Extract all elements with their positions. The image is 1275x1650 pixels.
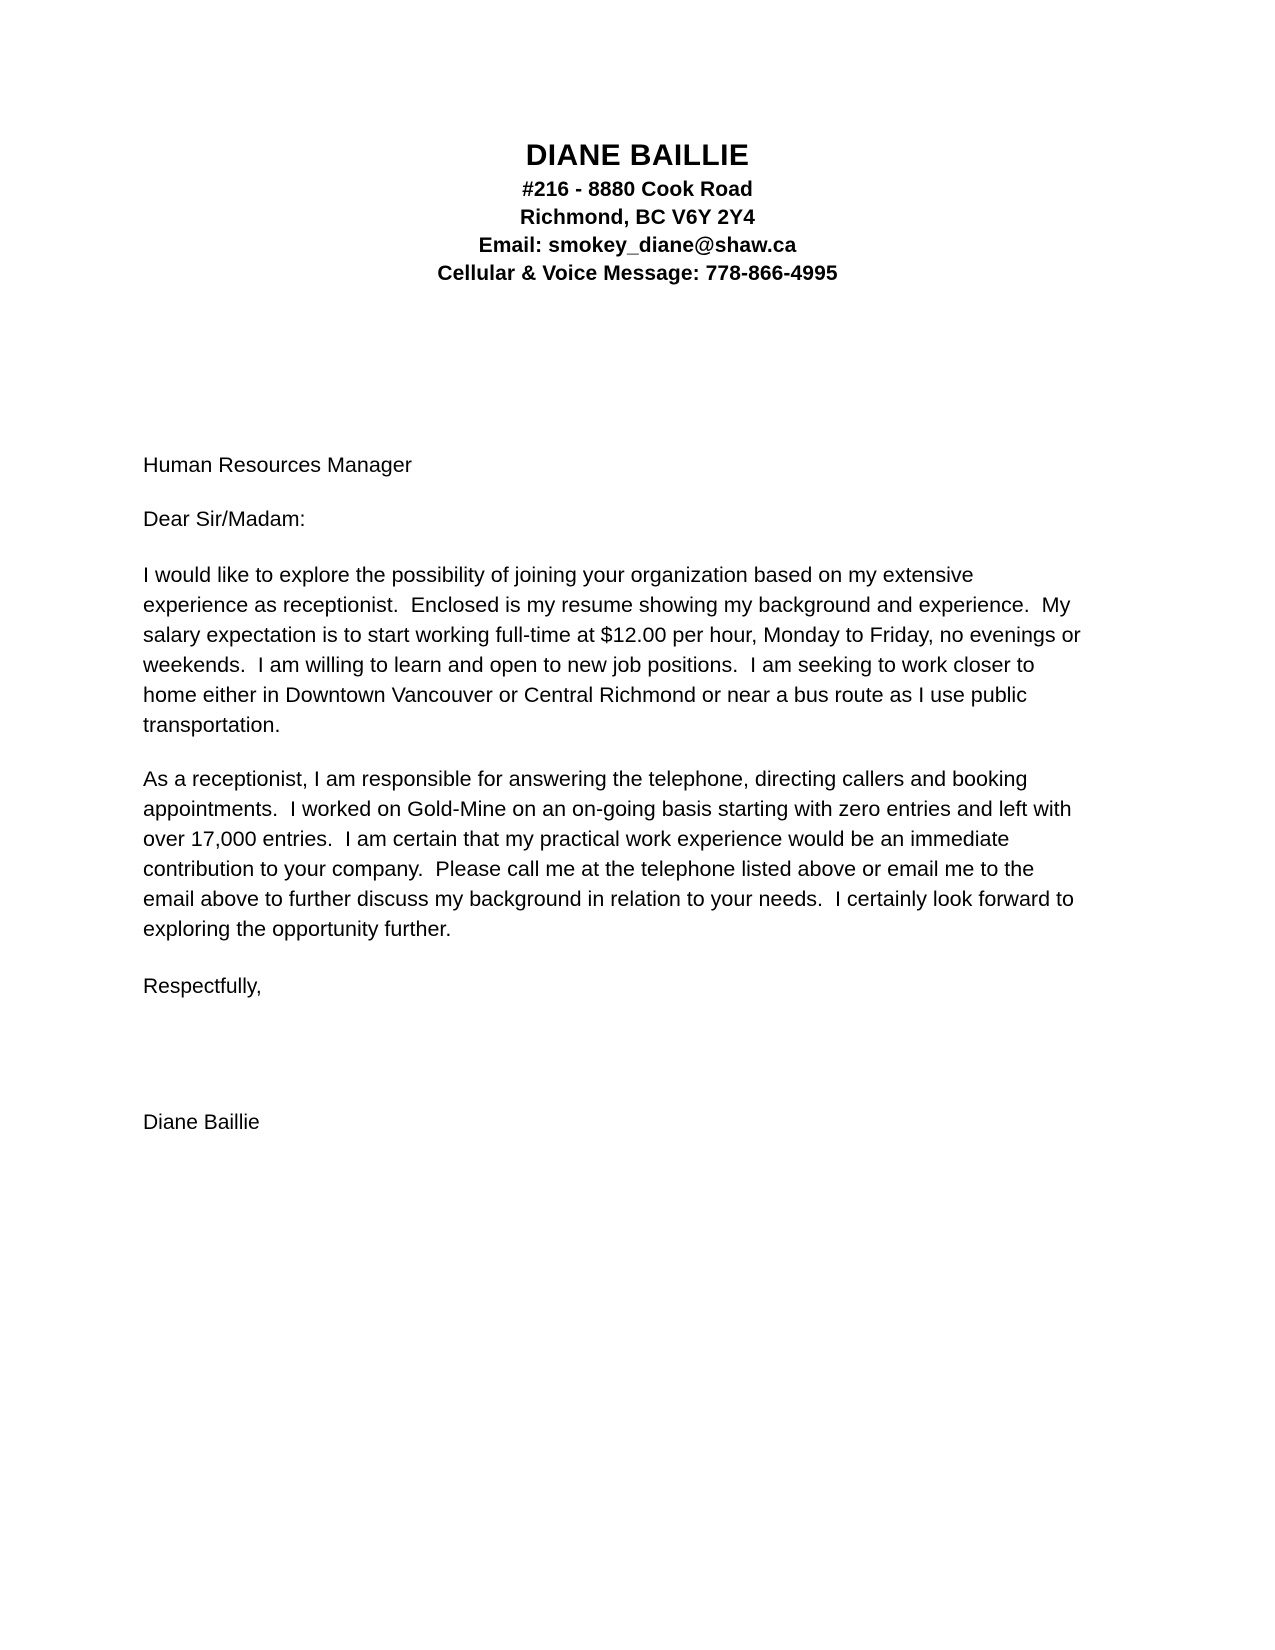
body-paragraph-1: I would like to explore the possibility of joining your organization based on my extensive experience as receptionist. Enclosed is my resume showing my background and experience. My salary expectation is to start working full-time at $12.00 per hour, Monday to Friday, no evenings or weekends. I am willing to learn and open to new job positions. I am seeking to work closer to home either in Downtown Vancouver or Central Richmond or near a bus route as I use public transportation. xyxy=(143,563,1087,737)
signature-name: Diane Baillie xyxy=(143,1111,260,1134)
letter-body xyxy=(143,450,1087,944)
salutation-line: Dear Sir/Madam: xyxy=(143,507,306,531)
signature-section xyxy=(143,1109,260,1137)
sender-name: DIANE BAILLIE xyxy=(525,139,750,172)
sender-email: Email: smokey_diane@shaw.ca xyxy=(478,234,797,257)
letterhead xyxy=(0,138,1275,288)
sender-address-line-1: #216 - 8880 Cook Road xyxy=(522,178,753,201)
closing-line: Respectfully, xyxy=(143,975,262,998)
body-paragraph-2: As a receptionist, I am responsible for answering the telephone, directing callers and booking appointments. I worked on Gold-Mine on an on-going basis starting with zero entries and left with over 17,000 entries. I am certain that my practical work experience would be an immediate contribution to your company. Please call me at the telephone listed above or email me to the email above to further discuss my background in relation to your needs. I certainly look forward to exploring the opportunity further. xyxy=(143,767,1080,941)
sender-address-line-2: Richmond, BC V6Y 2Y4 xyxy=(519,206,755,229)
recipient-line: Human Resources Manager xyxy=(143,453,412,477)
sender-phone: Cellular & Voice Message: 778-866-4995 xyxy=(437,262,838,285)
closing-section xyxy=(143,973,262,1001)
